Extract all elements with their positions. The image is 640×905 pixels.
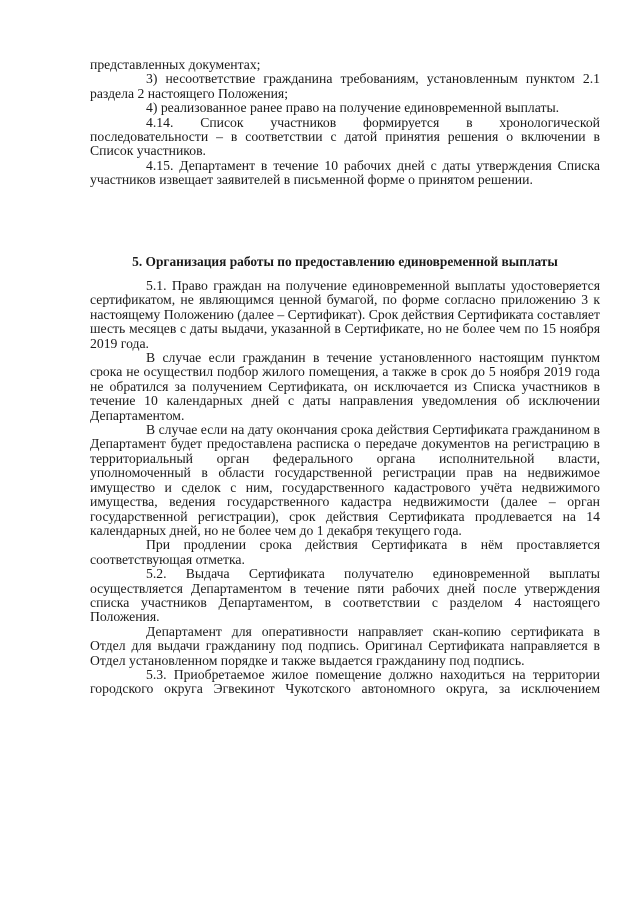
paragraph-5-2: 5.2. Выдача Сертификата получателю единовременной выплаты осуществляется Департаментом в течение пяти рабочих дней после утверждения списка участников Департаментом, в соответствии с разделом 4 настоящего Положения. <box>90 566 600 625</box>
paragraph-scan-copy: Департамент для оперативности направляет скан-копию сертификата в Отдел для выдачи гражданину под подпись. Оригинал Сертификата направляется в Отдел установленном порядке и также выдается гражданину под подпись. <box>90 623 600 668</box>
paragraph-4-15: 4.15. Департамент в течение 10 рабочих дней с даты утверждения Списка участников извещает заявителей в письменной форме о принятом решении. <box>90 157 600 188</box>
continuation-line: представленных документах; <box>90 57 261 72</box>
paragraph-extension-mark: При продлении срока действия Сертификата в нём проставляется соответствующая отметка. <box>90 537 600 567</box>
paragraph-4-14: 4.14. Список участников формируется в хронологической последовательности – в соответствии с датой принятия решения о включении в Список участников. <box>90 114 600 159</box>
section-4-end <box>90 58 600 188</box>
paragraph-5-3: 5.3. Приобретаемое жилое помещение должно находиться на территории городского округа Эгвекинот Чукотского автономного округа, за исключением <box>90 666 600 697</box>
list-item: 3) несоответствие гражданина требованиям, установленным пунктом 2.1 раздела 2 настоящего Положения; <box>90 71 600 101</box>
paragraph-case-exclusion: В случае если гражданин в течение установленного настоящим пунктом срока не осуществил подбор жилого помещения, а также в срок до 5 ноября 2019 года не обратился за получением Сертификата, он исключается из Списка участников в течение 10 календарных дней с даты направления уведомления об исключении Департаментом. <box>90 350 600 423</box>
section-5-heading-block <box>90 254 600 269</box>
section-5-body <box>90 279 600 697</box>
section-heading: 5. Организация работы по предоставлению единовременной выплаты <box>132 254 558 269</box>
list-item: 4) реализованное ранее право на получение единовременной выплаты. <box>146 100 560 116</box>
paragraph-case-extension: В случае если на дату окончания срока действия Сертификата гражданином в Департамент будет предоставлена расписка о передаче документов на регистрацию в территориальный орган федерального органа исполнительной власти, уполномоченный в области государственной регистрации прав на недвижимое имущество и сделок с ним, государственного кадастрового учёта недвижимого имущества, ведения государственного кадастра недвижимости (далее – орган государственной регистрации), срок действия Сертификата продлевается на 14 календарных дней, но не более чем до 1 декабря текущего года. <box>90 422 600 538</box>
paragraph-5-1: 5.1. Право граждан на получение единовременной выплаты удостоверяется сертификатом, не являющимся ценной бумагой, по форме согласно приложению 3 к настоящему Положению (далее – Сертификат). Срок действия Сертификата составляет шесть месяцев с даты выдачи, указанной в Сертификате, но не более чем по 15 ноября 2019 года. <box>90 278 600 351</box>
